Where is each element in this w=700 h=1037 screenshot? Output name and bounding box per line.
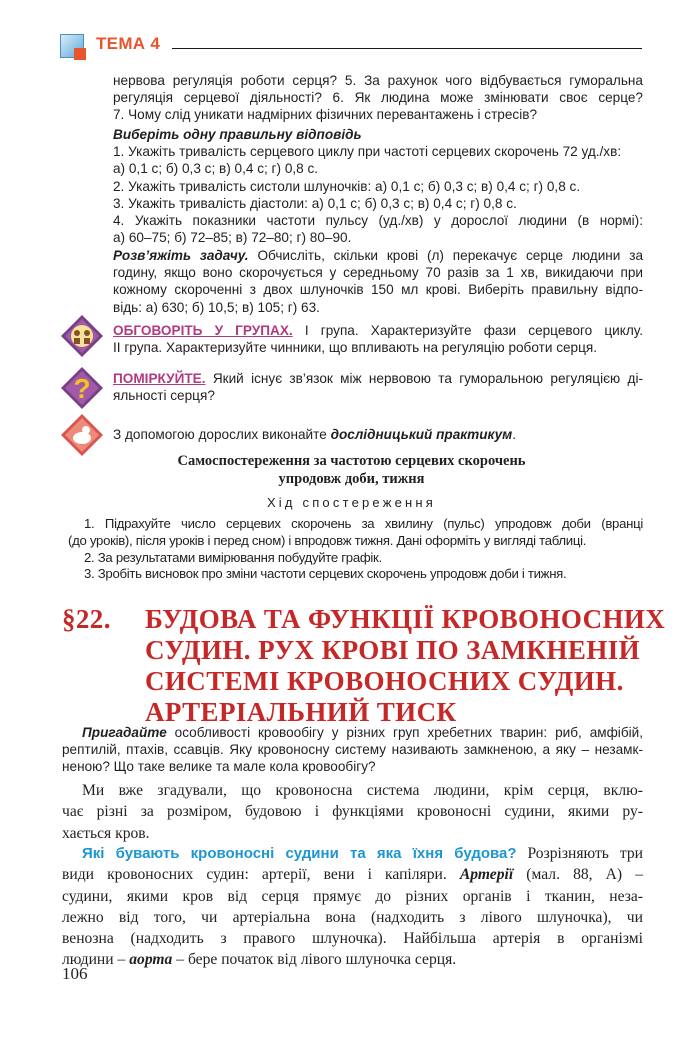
think-block xyxy=(113,370,643,404)
observation-step: 3. Зробіть висновок про зміни частоти серцевих скорочень упродовж доби і тижня. xyxy=(84,566,567,582)
vessels-paragraph xyxy=(62,843,643,971)
think-line: Який існує зв’язок між нервовою та гуморальною регуляцією ді- xyxy=(212,371,643,386)
observation-title-line: упродовж доби, тижня xyxy=(278,470,425,487)
page-number: 106 xyxy=(62,964,88,983)
vessels-text: – бере початок від лівого шлуночка серця. xyxy=(176,951,457,969)
questions-line: нервова регуляція роботи серця? 5. За рахунок чого відбувається гуморальна xyxy=(113,73,643,88)
recall-label: Пригадайте xyxy=(82,725,167,740)
section-title-line: БУДОВА ТА ФУНКЦІЇ КРОВОНОСНИХ xyxy=(145,604,666,634)
observation-subtitle: Хід спостереження xyxy=(266,495,437,510)
questions-line: 7. Чому слід уникати надмірних фізичних перевантажень і стресів? xyxy=(113,107,538,123)
task-label: Розв’яжіть задачу. xyxy=(113,248,249,263)
question-mark-icon xyxy=(60,366,104,410)
choose-line: 4. Укажіть показники частоти пульсу (уд./хв) у дорослої людини (в нормі): xyxy=(113,213,643,229)
observation-step: 1. Підрахуйте число серцевих скорочень за хвилину (пульс) упродовж доби (вранці xyxy=(84,516,643,531)
recall-line: неною? Що таке велике та мале кола кровообігу? xyxy=(62,759,376,775)
vessels-line: судини, якими кров від серця прямує до різних органів і тканин, неза- xyxy=(62,887,643,905)
section-title-line: СИСТЕМІ КРОВОНОСНИХ СУДИН. xyxy=(145,666,624,696)
vessels-term-aorta: аорта xyxy=(129,951,173,969)
vessels-line: венозна (надходить з правого шлуночка). Найбільша артерія в організмі xyxy=(62,930,643,948)
observation-step: 2. За результатами вимірювання побудуйте графік. xyxy=(84,549,382,565)
discuss-block xyxy=(113,322,643,356)
task-block xyxy=(113,247,643,316)
section-title xyxy=(145,604,666,727)
task-line: відь: а) 630; б) 10,5; в) 105; г) 63. xyxy=(113,299,320,315)
section-number: §22. xyxy=(62,604,111,634)
vessels-term-arteries: Артерії xyxy=(459,866,514,884)
svg-text:?: ? xyxy=(73,373,91,404)
task-line: годину, якщо воно скорочується у середньому 70 разів за 1 хв, викидаючи при xyxy=(113,265,643,281)
vessels-text: (мал. 88, А) – xyxy=(526,866,644,884)
group-discussion-icon xyxy=(60,314,104,358)
practicum-block xyxy=(113,426,643,443)
choose-line: а) 0,1 с; б) 0,3 с; в) 0,4 с; г) 0,8 с. xyxy=(113,161,319,177)
observation-step: (до уроків), після уроків і перед сном) і впродовж тижня. Дані оформіть у вигляді таблиці. xyxy=(68,532,587,548)
vessels-line: лежно від того, чи артеріальна вона (надходить з лівого шлуночка), чи xyxy=(62,908,643,926)
think-label: ПОМІРКУЙТЕ. xyxy=(113,371,206,386)
task-line: кожному скороченні з двох шлуночків 150 мл крові. Виберіть правильну відпо- xyxy=(113,282,643,298)
observation-title xyxy=(60,453,643,488)
vessels-text: Розрізняють три xyxy=(527,845,643,862)
intro-line: чає різні за розміром, будовою і функціями кровоносні судини, якими ру- xyxy=(62,803,643,821)
vessels-text: людини – xyxy=(62,951,126,969)
questions-line: регуляція серцевої діяльності? 6. Як людина може змінювати своє серце? xyxy=(113,90,643,106)
choose-title: Виберіть одну правильну відповідь xyxy=(113,127,362,142)
observation-title-line: Самоспостереження за частотою серцевих скорочень xyxy=(177,453,526,469)
vessels-text: види кровоносних судин: артерії, вени і капіляри. xyxy=(62,866,447,884)
discuss-line: ІІ група. Характеризуйте чинники, що впливають на регуляцію роботи серця. xyxy=(113,340,598,356)
practicum-end: . xyxy=(512,427,517,442)
discuss-label: ОБГОВОРІТЬ У ГРУПАХ. xyxy=(113,323,293,338)
practicum-text: З допомогою дорослих виконайте xyxy=(113,427,327,442)
topic-title: ТЕМА 4 xyxy=(96,34,161,53)
practicum-emph: дослідницький практикум xyxy=(330,427,513,442)
vessels-question: Які бувають кровоносні судини та яка їхня будова? xyxy=(82,845,517,862)
think-line: яльності серця? xyxy=(113,388,215,404)
header-accent-icon xyxy=(74,48,86,60)
recall-line: рептилій, птахів, ссавців. Яку кровоносну систему називають замкненою, а яку – незамк- xyxy=(62,742,643,758)
intro-line: Ми вже згадували, що кровоносна система людини, крім серця, вклю- xyxy=(82,782,643,799)
section-title-line: СУДИН. РУХ КРОВІ ПО ЗАМКНЕНІЙ xyxy=(145,635,641,665)
intro-paragraph xyxy=(62,780,643,844)
practicum-icon xyxy=(60,413,104,457)
choose-line: 3. Укажіть тривалість діастоли: а) 0,1 с; б) 0,3 с; в) 0,4 с; г) 0,8 с. xyxy=(113,195,517,211)
choose-line: 1. Укажіть тривалість серцевого циклу при частоті серцевих скорочень 72 уд./хв: xyxy=(113,144,622,160)
recall-line: особливості кровообігу у різних груп хребетних тварин: риб, амфібій, xyxy=(174,725,643,740)
discuss-line: І група. Характеризуйте фази серцевого циклу. xyxy=(304,323,644,338)
choose-block xyxy=(113,126,643,246)
observation-steps xyxy=(68,516,643,583)
questions-block xyxy=(113,72,643,124)
header-rule xyxy=(172,48,642,49)
recall-block xyxy=(62,724,643,776)
section-title-line: АРТЕРІАЛЬНИЙ ТИСК xyxy=(145,697,457,727)
choose-line: 2. Укажіть тривалість систоли шлуночків: а) 0,1 с; б) 0,3 с; в) 0,4 с; г) 0,8 с. xyxy=(113,178,581,194)
task-line: Обчисліть, скільки крові (л) перекачує серце людини за xyxy=(257,248,644,263)
choose-line: а) 60–75; б) 72–85; в) 72–80; г) 80–90. xyxy=(113,230,352,246)
intro-line: хається кров. xyxy=(62,824,150,842)
